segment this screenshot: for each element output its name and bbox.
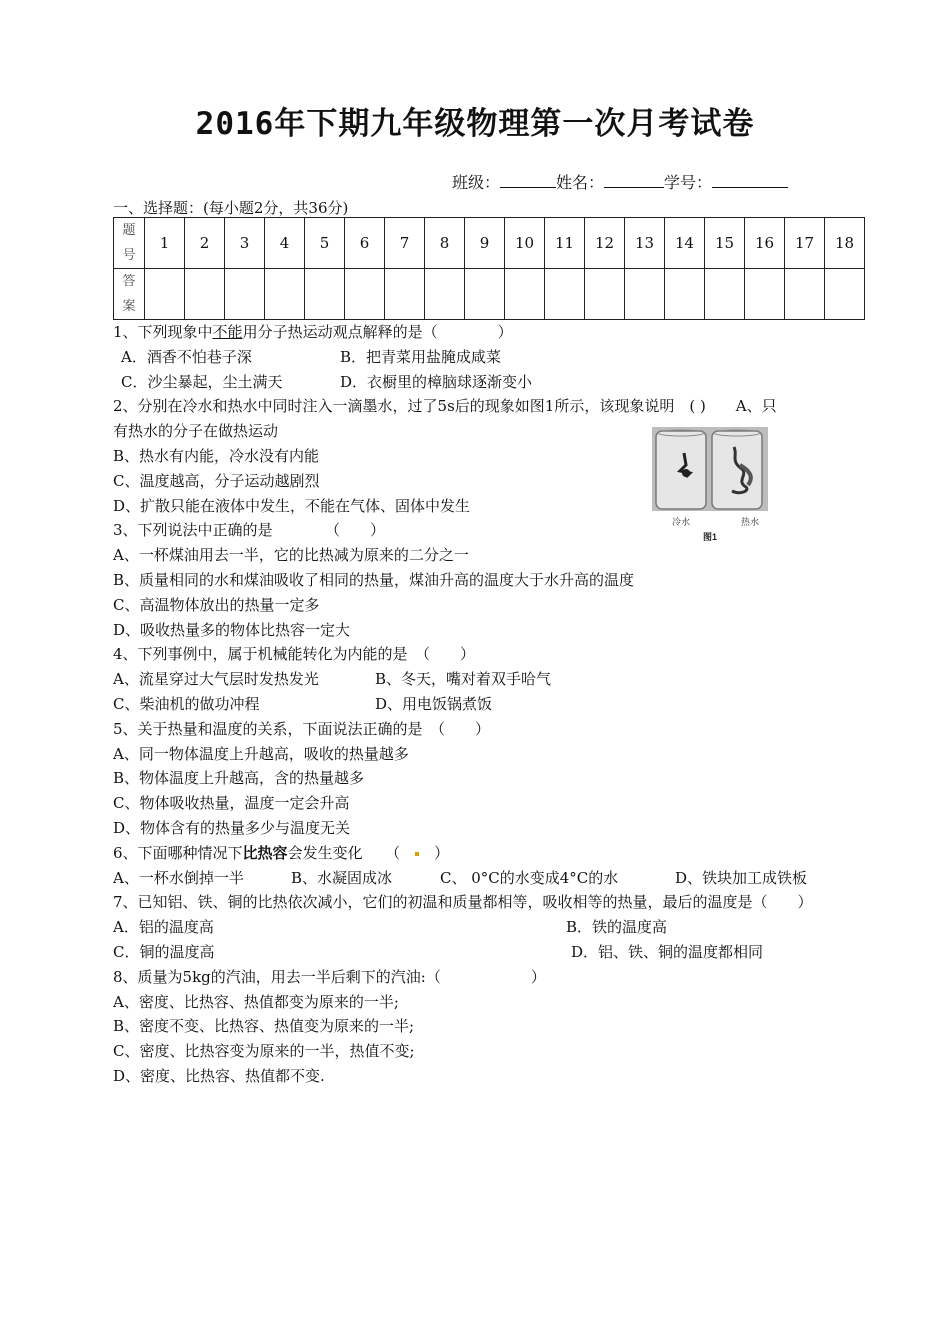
q4-option-a[interactable]: A、流星穿过大气层时发热发光 [113, 670, 319, 689]
q2-option-c[interactable]: C、温度越高，分子运动越剧烈 [113, 471, 320, 490]
q8-option-d[interactable]: D、密度、比热容、热值都不变. [113, 1066, 325, 1085]
id-label: 学号： [664, 173, 713, 192]
question-number-cell: 15 [705, 218, 745, 269]
q6-option-b[interactable]: B、水凝固成冰 [291, 868, 393, 887]
q6-keyword: 比热容 [242, 843, 288, 862]
q3-option-c[interactable]: C、高温物体放出的热量一定多 [113, 595, 320, 614]
q8-option-b[interactable]: B、密度不变、比热容、热值变为原来的一半; [113, 1017, 415, 1036]
q6-options [113, 866, 865, 891]
answer-cell[interactable] [825, 269, 865, 320]
cold-water-label: 冷水 [671, 517, 691, 527]
q7-option-c[interactable]: C．铜的温度高 [113, 942, 215, 961]
q4-stem: 4、下列事例中，属于机械能转化为内能的是 （ ） [113, 645, 476, 664]
answer-cell[interactable] [665, 269, 705, 320]
q8-option-c[interactable]: C、密度、比热容变为原来的一半，热值不变; [113, 1042, 415, 1061]
q4-options-ab [113, 667, 865, 692]
answer-cell[interactable] [545, 269, 585, 320]
question-number-cell: 7 [385, 218, 425, 269]
hot-water-label: 热水 [740, 517, 760, 527]
answer-cell[interactable] [185, 269, 225, 320]
q1-options-ab [113, 345, 865, 370]
q1-option-b[interactable]: B．把青菜用盐腌成咸菜 [340, 347, 502, 366]
question-number-cell: 10 [505, 218, 545, 269]
q4-options-cd [113, 692, 865, 717]
question-number-cell: 17 [785, 218, 825, 269]
row-header-answer: 答 案 [114, 269, 145, 320]
q5-option-c[interactable]: C、物体吸收热量，温度一定会升高 [113, 794, 350, 813]
answer-row [114, 269, 865, 320]
q4-option-d[interactable]: D、用电饭锅煮饭 [375, 694, 493, 713]
question-number-cell: 5 [305, 218, 345, 269]
question-number-cell: 1 [145, 218, 185, 269]
q5-option-a[interactable]: A、同一物体温度上升越高，吸收的热量越多 [113, 744, 409, 763]
beakers-illustration [650, 425, 770, 543]
name-label: 姓名： [556, 173, 605, 192]
q1-options-cd [113, 370, 865, 395]
answer-table [113, 217, 865, 320]
question-number-cell: 3 [225, 218, 265, 269]
answer-cell[interactable] [705, 269, 745, 320]
q6-option-a[interactable]: A、一杯水倒掉一半 [113, 868, 244, 887]
q7-option-b[interactable]: B．铁的温度高 [566, 918, 668, 937]
q1-option-a[interactable]: A．酒香不怕巷子深 [121, 347, 252, 366]
answer-cell[interactable] [385, 269, 425, 320]
q1-underlined: 不能 [212, 323, 243, 341]
answer-cell[interactable] [785, 269, 825, 320]
question-number-cell: 6 [345, 218, 385, 269]
q4-option-c[interactable]: C、柴油机的做功冲程 [113, 694, 260, 713]
answer-cell[interactable] [745, 269, 785, 320]
q2-stem: 2、分别在冷水和热水中同时注入一滴墨水，过了5s后的现象如图1所示，该现象说明 ( ) A、只 [113, 397, 777, 416]
q5-option-d[interactable]: D、物体含有的热量多少与温度无关 [113, 818, 351, 837]
student-info [452, 170, 788, 193]
q4-option-b[interactable]: B、冬天，嘴对着双手哈气 [375, 670, 552, 689]
question-number-cell: 13 [625, 218, 665, 269]
question-number-cell: 18 [825, 218, 865, 269]
q5-option-b[interactable]: B、物体温度上升越高，含的热量越多 [113, 769, 365, 788]
q2-option-d[interactable]: D、扩散只能在液体中发生，不能在气体、固体中发生 [113, 496, 471, 515]
answer-cell[interactable] [345, 269, 385, 320]
q2-option-a[interactable]: 有热水的分子在做热运动 [113, 422, 279, 441]
exam-title: 2016年下期九年级物理第一次月考试卷 [195, 106, 755, 142]
class-label: 班级： [452, 173, 501, 192]
q7-option-a[interactable]: A．铝的温度高 [113, 918, 214, 937]
q1-stem: 1、下列现象中不能用分子热运动观点解释的是（ ） [113, 323, 513, 341]
question-number-cell: 8 [425, 218, 465, 269]
q7-stem: 7、已知铝、铁、铜的比热依次减小，它们的初温和质量都相等，吸收相等的热量，最后的温度是（ ） [113, 893, 813, 912]
question-number-cell: 4 [265, 218, 305, 269]
answer-cell[interactable] [505, 269, 545, 320]
q7-options-cd [113, 940, 865, 965]
answer-cell[interactable] [305, 269, 345, 320]
figure-1 [650, 425, 770, 543]
q3-option-a[interactable]: A、一杯煤油用去一半，它的比热减为原来的二分之一 [113, 546, 469, 565]
answer-cell[interactable] [585, 269, 625, 320]
answer-cell[interactable] [425, 269, 465, 320]
q3-stem: 3、下列说法中正确的是 （ ） [113, 521, 386, 540]
q6-stem: 6、下面哪种情况下比热容会发生变化 （ ） [113, 843, 450, 862]
q3-option-d[interactable]: D、吸收热量多的物体比热容一定大 [113, 620, 351, 639]
question-number-cell: 14 [665, 218, 705, 269]
row-header-number: 题 号 [114, 218, 145, 269]
id-blank[interactable] [712, 171, 788, 188]
section-heading: 一、选择题：(每小题2分，共36分) [113, 199, 349, 217]
question-number-cell: 12 [585, 218, 625, 269]
q1-option-d[interactable]: D．衣橱里的樟脑球逐渐变小 [340, 372, 533, 391]
figure-caption: 图1 [702, 532, 718, 542]
q8-stem: 8、质量为5kg的汽油，用去一半后剩下的汽油:（ ） [113, 967, 546, 986]
q3-option-b[interactable]: B、质量相同的水和煤油吸收了相同的热量，煤油升高的温度大于水升高的温度 [113, 570, 635, 589]
answer-cell[interactable] [265, 269, 305, 320]
question-number-row [114, 218, 865, 269]
q6-option-d[interactable]: D、铁块加工成铁板 [675, 868, 808, 887]
q5-stem: 5、关于热量和温度的关系，下面说法正确的是 （ ） [113, 719, 491, 738]
q7-options-ab [113, 915, 865, 940]
q1-option-c[interactable]: C．沙尘暴起，尘土满天 [121, 372, 283, 391]
q7-option-d[interactable]: D．铝、铁、铜的温度都相同 [571, 942, 764, 961]
question-number-cell: 11 [545, 218, 585, 269]
answer-cell[interactable] [145, 269, 185, 320]
question-number-cell: 2 [185, 218, 225, 269]
q6-option-c[interactable]: C、 0°C的水变成4°C的水 [440, 868, 619, 887]
answer-cell[interactable] [625, 269, 665, 320]
question-number-cell: 9 [465, 218, 505, 269]
q8-option-a[interactable]: A、密度、比热容、热值都变为原来的一半; [113, 992, 399, 1011]
q2-option-b[interactable]: B、热水有内能，冷水没有内能 [113, 446, 320, 465]
answer-cell[interactable] [465, 269, 505, 320]
name-blank[interactable] [604, 171, 664, 188]
class-blank[interactable] [500, 171, 556, 188]
question-number-cell: 16 [745, 218, 785, 269]
answer-cell[interactable] [225, 269, 265, 320]
